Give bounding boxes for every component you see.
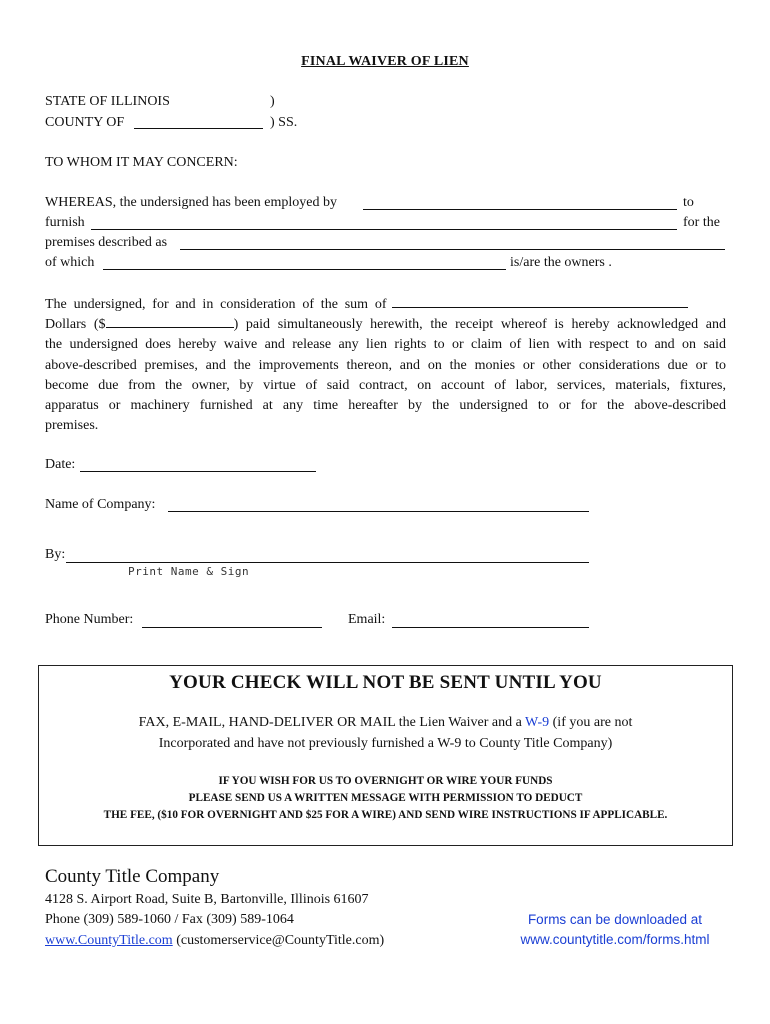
customer-service-email: (customerservice@CountyTitle.com) bbox=[176, 933, 385, 948]
company-label: Name of Company: bbox=[45, 497, 156, 512]
notice-small-3: THE FEE, ($10 FOR OVERNIGHT AND $25 FOR A WIRE) AND SEND WIRE INSTRUCTIONS IF APPLICABLE. bbox=[103, 809, 668, 821]
forms-note: Forms can be downloaded at bbox=[527, 912, 703, 927]
company-contact bbox=[45, 933, 384, 949]
owners-field[interactable] bbox=[103, 269, 506, 270]
consideration-line-2: ) paid simultaneously herewith, the receipt whereof is hereby acknowledged and bbox=[233, 317, 726, 333]
to-whom-label: TO WHOM IT MAY CONCERN: bbox=[45, 155, 238, 170]
print-name-hint: Print Name & Sign bbox=[128, 565, 250, 578]
of-which-label: of which bbox=[45, 255, 95, 270]
state-paren: ) bbox=[270, 94, 275, 109]
state-label: STATE OF ILLINOIS bbox=[45, 94, 170, 109]
dollars-field[interactable] bbox=[106, 315, 234, 328]
ss-label: ) SS. bbox=[270, 115, 298, 130]
for-the-label: for the bbox=[683, 215, 720, 230]
email-label: Email: bbox=[348, 612, 386, 627]
website-link[interactable]: www.CountyTitle.com bbox=[45, 933, 173, 948]
owners-label: is/are the owners . bbox=[510, 255, 612, 270]
consideration-line-7: premises. bbox=[45, 418, 99, 434]
forms-link[interactable]: www.countytitle.com/forms.html bbox=[520, 932, 710, 947]
notice-heading: YOUR CHECK WILL NOT BE SENT UNTIL YOU bbox=[169, 672, 602, 693]
email-field[interactable] bbox=[392, 627, 589, 628]
whereas-lead: WHEREAS, the undersigned has been employed by bbox=[45, 195, 337, 210]
phone-field[interactable] bbox=[142, 627, 322, 628]
date-field[interactable] bbox=[80, 471, 316, 472]
notice-line-1 bbox=[39, 715, 732, 731]
document-title: FINAL WAIVER OF LIEN bbox=[301, 54, 469, 69]
company-field[interactable] bbox=[168, 511, 589, 512]
notice-small-1: IF YOU WISH FOR US TO OVERNIGHT OR WIRE YOUR FUNDS bbox=[218, 775, 553, 787]
dollars-label: Dollars ($ bbox=[45, 317, 106, 333]
notice-line-1-tail: (if you are not bbox=[552, 715, 633, 730]
phone-label: Phone Number: bbox=[45, 612, 134, 627]
notice-small-2: PLEASE SEND US A WRITTEN MESSAGE WITH PERMISSION TO DEDUCT bbox=[188, 792, 583, 804]
notice-box bbox=[38, 665, 733, 846]
by-label: By: bbox=[45, 547, 66, 562]
county-label: COUNTY OF bbox=[45, 115, 125, 130]
company-address: 4128 S. Airport Road, Suite B, Bartonville, Illinois 61607 bbox=[45, 892, 369, 907]
company-phone-fax: Phone (309) 589-1060 / Fax (309) 589-1064 bbox=[45, 912, 294, 927]
notice-line-1-text: FAX, E-MAIL, HAND-DELIVER OR MAIL the Lien Waiver and a bbox=[138, 715, 522, 730]
company-name: County Title Company bbox=[45, 866, 220, 887]
furnish-field[interactable] bbox=[91, 229, 677, 230]
consideration-line-6: apparatus or machinery furnished at any time hereafter by the undersigned to or for the above-described bbox=[45, 398, 726, 414]
signature-field[interactable] bbox=[66, 562, 589, 563]
furnish-label: furnish bbox=[45, 215, 85, 230]
consideration-line-1: The undersigned, for and in consideration of the sum of bbox=[45, 297, 387, 312]
consideration-line-3: the undersigned does hereby waive and release any lien rights to or claim of lien with respect to and on said bbox=[45, 337, 726, 353]
sum-field[interactable] bbox=[392, 295, 688, 308]
county-field[interactable] bbox=[134, 128, 263, 129]
notice-line-2: Incorporated and have not previously furnished a W-9 to County Title Company) bbox=[158, 736, 613, 751]
premises-field[interactable] bbox=[180, 249, 725, 250]
consideration-paragraph bbox=[45, 295, 726, 436]
w9-link[interactable]: W-9 bbox=[525, 715, 550, 730]
consideration-line-5: become due from the owner, by virtue of said contract, on account of labor, services, materials, fixtures, bbox=[45, 377, 726, 393]
consideration-line-4: above-described premises, and the improvements thereon, and on the monies or other considerations due or to bbox=[45, 357, 726, 373]
premises-label: premises described as bbox=[45, 235, 168, 250]
date-label: Date: bbox=[45, 457, 76, 472]
whereas-to: to bbox=[683, 195, 694, 210]
employer-field[interactable] bbox=[363, 209, 677, 210]
